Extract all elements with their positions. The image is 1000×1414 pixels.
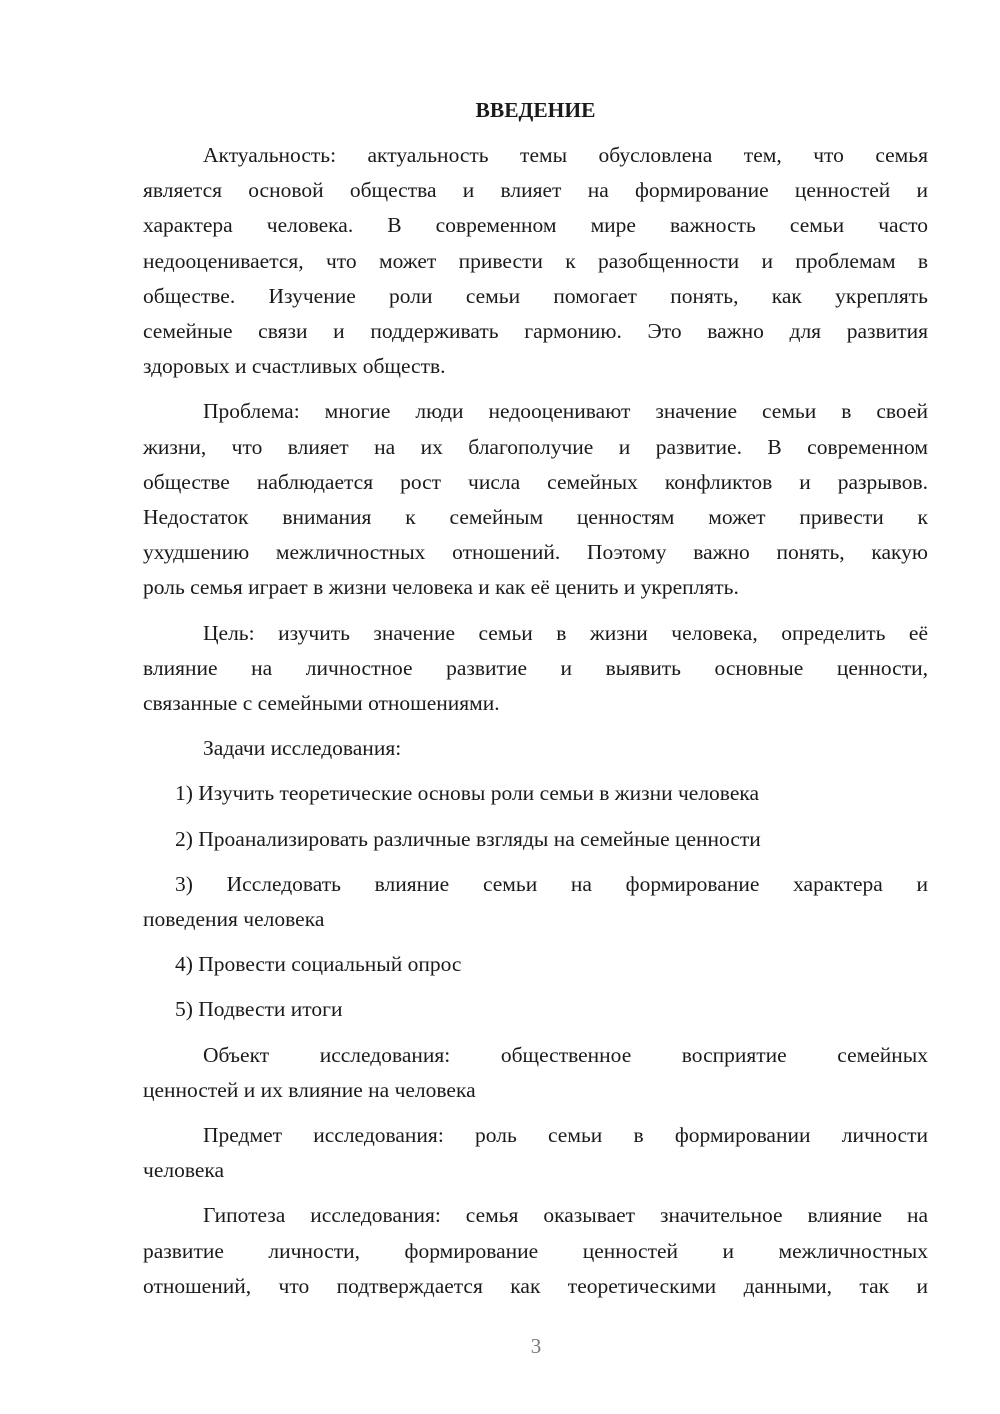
subject-paragraph [143, 1118, 928, 1188]
paragraph-line: здоровых и счастливых обществ. [143, 354, 446, 379]
paragraph-line: отношений, что подтверждается как теоретическими данными, так и [143, 1273, 928, 1298]
document-page [143, 92, 928, 1314]
paragraph-line: Гипотеза исследования: семья оказывает значительное влияние на [203, 1203, 928, 1228]
task-item-3 [143, 867, 928, 937]
object-paragraph [143, 1038, 928, 1108]
paragraph-line: недооценивается, что может привести к разобщенности и проблемам в [143, 248, 928, 273]
paragraph-line: семейные связи и поддерживать гармонию. Это важно для развития [143, 319, 928, 344]
paragraph-line: Объект исследования: общественное восприятие семейных [203, 1042, 928, 1067]
paragraph-line: ухудшению межличностных отношений. Поэтому важно понять, какую [143, 540, 928, 565]
task-item-1: 1) Изучить теоретические основы роли семьи в жизни человека [175, 781, 760, 806]
task-item-5: 5) Подвести итоги [175, 997, 343, 1022]
paragraph-line: 3) Исследовать влияние семьи на формирование характера и [175, 871, 928, 896]
paragraph-line: роль семья играет в жизни человека и как её ценить и укреплять. [143, 575, 739, 600]
paragraph-line: Цель: изучить значение семьи в жизни человека, определить её [203, 620, 928, 645]
paragraph-line: ценностей и их влияние на человека [143, 1077, 476, 1102]
paragraph-line: Предмет исследования: роль семьи в формировании личности [203, 1123, 928, 1148]
section-title: ВВЕДЕНИЕ [475, 98, 596, 122]
paragraph-line: Недостаток внимания к семейным ценностям может привести к [143, 505, 928, 530]
paragraph-line: связанные с семейными отношениями. [143, 691, 500, 716]
task-item-4: 4) Провести социальный опрос [175, 952, 462, 977]
hypothesis-paragraph [143, 1198, 928, 1304]
paragraph-line: обществе. Изучение роли семьи помогает понять, как укреплять [143, 283, 928, 308]
paragraph-line: обществе наблюдается рост числа семейных конфликтов и разрывов. [143, 469, 928, 494]
problem-paragraph [143, 394, 928, 605]
paragraph-line: жизни, что влияет на их благополучие и развитие. В современном [143, 434, 928, 459]
goal-paragraph [143, 616, 928, 722]
paragraph-line: поведения человека [143, 907, 325, 932]
paragraph-line: человека [143, 1158, 225, 1183]
paragraph-line: является основой общества и влияет на формирование ценностей и [143, 178, 928, 203]
paragraph-line: Актуальность: актуальность темы обусловлена тем, что семья [203, 143, 928, 167]
relevance-paragraph [143, 138, 928, 384]
page-number: 3 [530, 1334, 542, 1358]
task-item-2: 2) Проанализировать различные взгляды на семейные ценности [175, 826, 761, 851]
paragraph-line: развитие личности, формирование ценностей и межличностных [143, 1238, 928, 1263]
paragraph-line: Проблема: многие люди недооценивают значение семьи в своей [203, 399, 928, 424]
paragraph-line: влияние на личностное развитие и выявить основные ценности, [143, 655, 928, 680]
paragraph-line: характера человека. В современном мире важность семьи часто [143, 213, 928, 238]
tasks-heading: Задачи исследования: [203, 736, 402, 761]
